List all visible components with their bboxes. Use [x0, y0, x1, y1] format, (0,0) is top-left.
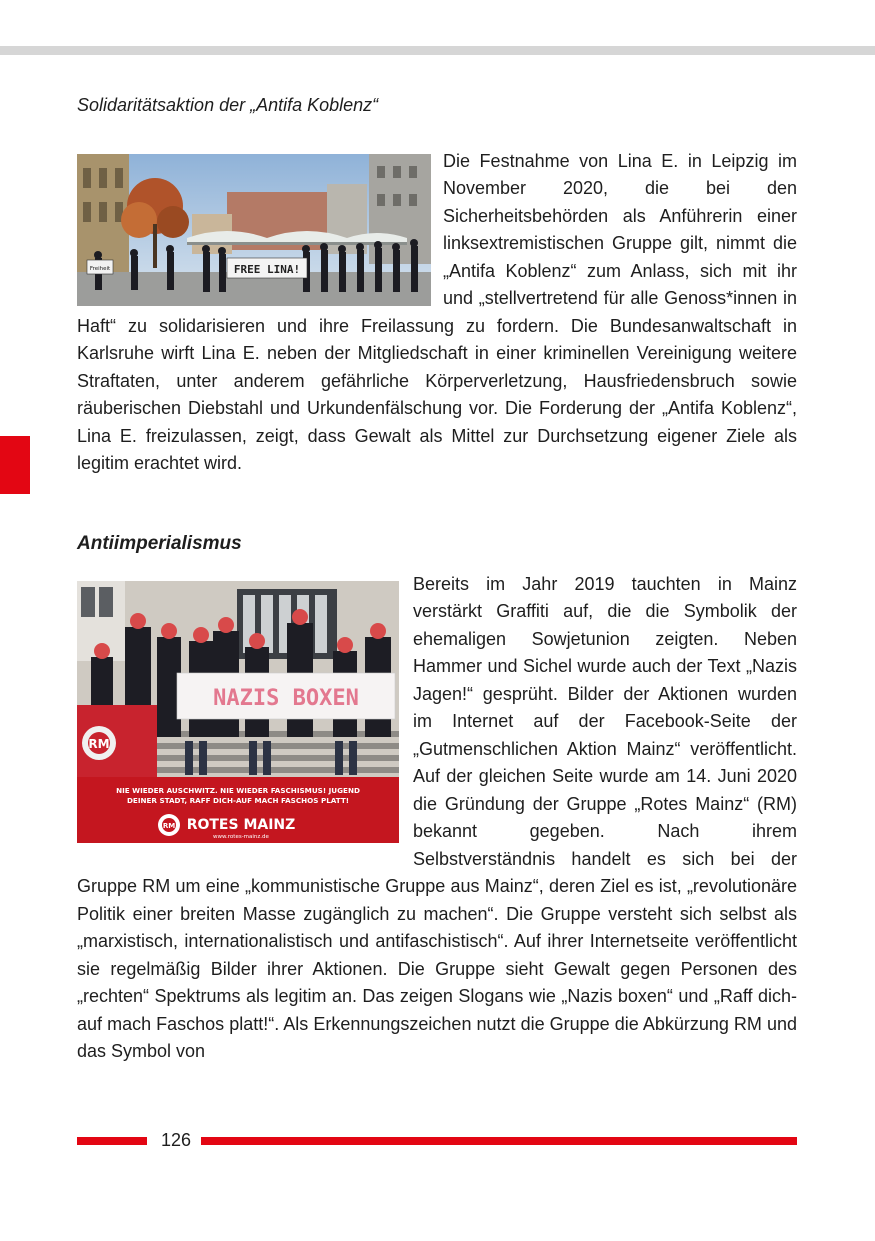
rotes-mainz-brand-url: www.rotes-mainz.de: [213, 833, 269, 840]
photo-rotes-mainz-action: [77, 581, 399, 843]
footer-bar-left: [77, 1137, 147, 1145]
footer-bar-right: [201, 1137, 797, 1145]
page-content: [77, 92, 797, 1066]
body-paragraph-rotes-mainz: [77, 571, 797, 1066]
slogan-line-1: NIE WIEDER AUSCHWITZ. NIE WIEDER FASCHISMUS! JUGEND: [116, 785, 360, 795]
protest-sign-text: Freiheit: [89, 265, 111, 272]
body-paragraph-rotes-mainz-text: Bereits im Jahr 2019 tauchten in Mainz verstärkt Graffiti auf, die die Symbolik der ehemaligen Sowjetunion zeigten. Neben Hammer und Sichel wurde auch der Text „Nazis Jagen!“ gesprüht. Bilder der Aktionen wurden im Internet auf der Facebook-Seite der „Gutmenschlichen Aktion Mainz“ veröffentlicht. Auf der gleichen Seite wurde am 14. Juni 2020 die Gründung der Gruppe „Rotes Mainz“ (RM) bekannt gegeben. Nach ihrem Selbstverständnis handelt es sich bei der Gruppe RM um eine „kommunistische Gruppe aus Mainz“, deren Ziel es ist, „revolutionäre Politik einer breiten Masse zugänglich zu machen“. Die Gruppe versteht sich selbst als „marxistisch, internationalistisch und antifaschistisch“. Auf ihrer Internetseite veröffentlicht sie regelmäßig Bilder ihrer Aktionen. Die Gruppe sieht Gewalt gegen Personen des „rechten“ Spektrums als legitim an. Das zeigen Slogans wie „Nazis boxen“ und „Raff dich-auf mach Faschos platt!“. Als Erkennungszeichen nutzt die Gruppe die Abkürzung RM und das Symbol von: [77, 573, 797, 1061]
nazis-boxen-banner-text: NAZIS BOXEN: [213, 685, 359, 711]
top-rule: [0, 46, 875, 55]
rm-brand-logo-text: RM: [162, 821, 176, 830]
body-paragraph-lina-text: Die Festnahme von Lina E. in Leipzig im November 2020, die bei den Sicherheitsbehörden als Anführerin einer linksextremistischen Gruppe gilt, nimmt die „Antifa Koblenz“ zum Anlass, sich mit ihr und „stellvertretend für alle Genoss*innen in Haft“ zu solidarisieren und ihre Freilassung zu fordern. Die Bundesanwaltschaft in Karlsruhe wirft Lina E. neben der Mitgliedschaft in einer kriminellen Vereinigung weitere Straftaten, unter anderem gefährliche Körperverletzung, Hausfriedensbruch sowie räuberischen Diebstahl und Urkundenfälschung vor. Die Forderung der „Antifa Koblenz“, Lina E. freizulassen, zeigt, dass Gewalt als Mittel zur Durchsetzung eigener Ziele als legitim erachtet wird.: [77, 150, 797, 473]
page-number: 126: [160, 1130, 192, 1150]
photo-free-lina-protest: [77, 154, 431, 306]
photo-caption: Solidaritätsaktion der „Antifa Koblenz“: [77, 95, 379, 115]
rotes-mainz-brand-name: ROTES MAINZ: [186, 816, 296, 833]
free-lina-banner-text: FREE LINA!: [233, 262, 301, 276]
body-paragraph-lina: [77, 148, 797, 478]
rotes-mainz-photo-graphic: [77, 581, 399, 843]
section-heading-antiimperialismus: Antiimperialismus: [77, 532, 242, 554]
page-footer: [77, 1128, 797, 1152]
slogan-line-2: DEINER STADT, RAFF DICH-AUF MACH FASCHOS PLATT!: [126, 795, 350, 805]
chapter-tab-marker: [0, 436, 30, 494]
protest-photo-graphic: [77, 154, 431, 306]
rm-logo-text: RM: [88, 736, 110, 751]
